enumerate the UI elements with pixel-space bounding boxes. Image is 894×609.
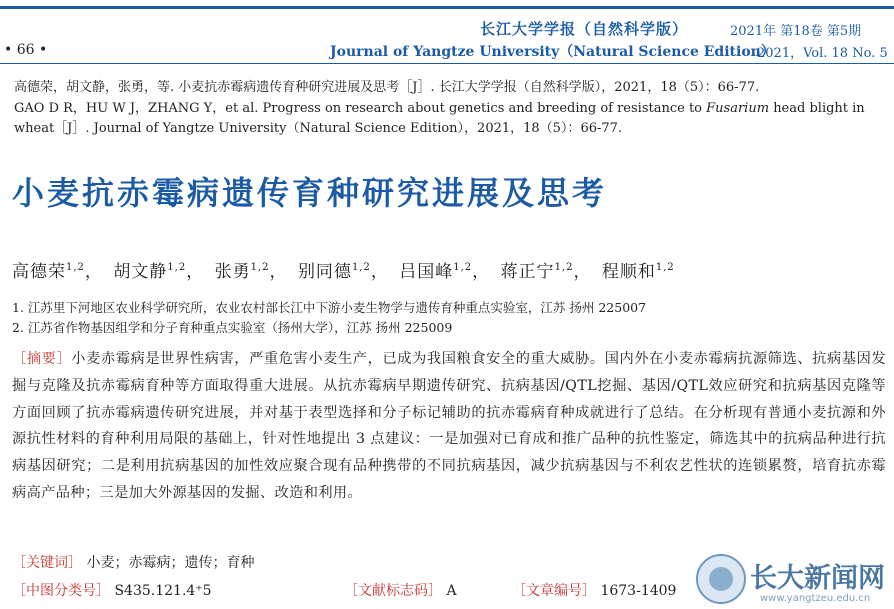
author: 别同德$^{1,2}$， [297,262,389,282]
keywords-label: ［关键词］ [12,555,82,571]
clc-label: ［中图分类号］ [12,583,110,599]
paper-title: 小麦抗赤霉病遗传育种研究进展及思考 [12,174,608,212]
issue-info-en: 2021，Vol. 18 No. 5 [757,46,888,61]
page-number: • 66 • [4,42,48,58]
watermark-url: www.yangtzeu.edu.cn [760,593,871,604]
journal-title-cn: 长江大学学报（自然科学版） [480,20,689,38]
author: 张勇$^{1,2}$， [214,262,288,282]
author: 程顺和$^{1,2}$ [601,262,675,282]
affiliation-2: 2. 江苏省作物基因组学和分子育种重点实验室（扬州大学），江苏 扬州 225009 [12,320,453,335]
header-top-rule [0,6,894,9]
citation-en-italic: Fusarium [706,101,770,116]
article-no-value: 1673-1409 [600,583,677,599]
author: 吕国峰$^{1,2}$， [399,262,491,282]
citation-en-part: head blight in [773,101,865,116]
clc-value: S435.121.4⁺5 [114,583,212,599]
issue-info-cn: 2021年 第18卷 第5期 [730,24,862,39]
clc-number [12,580,212,600]
citation-cn: 高德荣，胡文静，张勇，等. 小麦抗赤霉病遗传育种研究进展及思考［J］. 长江大学学报（自然科学版），2021，18（5）：66-77. [14,80,760,95]
author-list [12,257,679,282]
author: 蒋正宁$^{1,2}$， [500,262,592,282]
author: 高德荣$^{1,2}$， [12,262,103,282]
article-no-label: ［文章编号］ [512,583,596,599]
doc-code-label: ［文献标志码］ [344,583,442,599]
citation-en-line-2: wheat［J］. Journal of Yangtze University（Natural Science Edition），2021，18（5）：66-77. [14,121,623,136]
author: 胡文静$^{1,2}$， [113,262,205,282]
abstract-text: 小麦赤霉病是世界性病害，严重危害小麦生产，已成为我国粮食安全的重大威胁。国内外在小麦赤霉病抗源筛选、抗病基因发掘与克隆及抗赤霉病育种等方面取得重大进展。从抗赤霉病早期遗传研究、抗病基因/QTL挖掘、基因/QTL效应研究和抗病基因克隆等方面回顾了抗赤霉病遗传研究进展，并对基于表型选择和分子标记辅助的抗赤霉病育种成就进行了总结。在分析现有普通小麦抗源和外源抗性材料的育种利用局限的基础上，针对性地提出 3 点建议：一是加强对已育成和推广品种的抗性鉴定，筛选其中的抗病品种进行抗病基因研究；二是利用抗病基因的加性效应聚合现有品种携带的不同抗病基因，减少抗病基因与不利农艺性状的连锁累赘，培育抗赤霉病高产品种；三是加大外源基因的发掘、改造和利用。 [12,351,886,501]
abstract [12,346,886,507]
header-bottom-rule [0,63,894,64]
journal-title-en: Journal of Yangtze University（Natural Science Edition） [330,44,775,60]
article-number [512,580,676,600]
document-code [344,580,457,600]
keywords-text: 小麦；赤霉病；遗传；育种 [86,555,255,571]
citation-en-part: GAO D R，HU W J，ZHANG Y，et al. Progress on research about genetics and breeding of resistance to [14,101,703,116]
watermark-logo-icon [696,554,746,604]
doc-code-value: A [446,583,457,599]
citation-en-line-1 [14,97,865,116]
abstract-label: ［摘要］ [12,351,72,367]
keywords [12,552,254,572]
watermark-text: 长大新闻网 [750,563,885,594]
affiliation-1: 1. 江苏里下河地区农业科学研究所，农业农村部长江中下游小麦生物学与遗传育种重点实验室，江苏 扬州 225007 [12,300,647,315]
